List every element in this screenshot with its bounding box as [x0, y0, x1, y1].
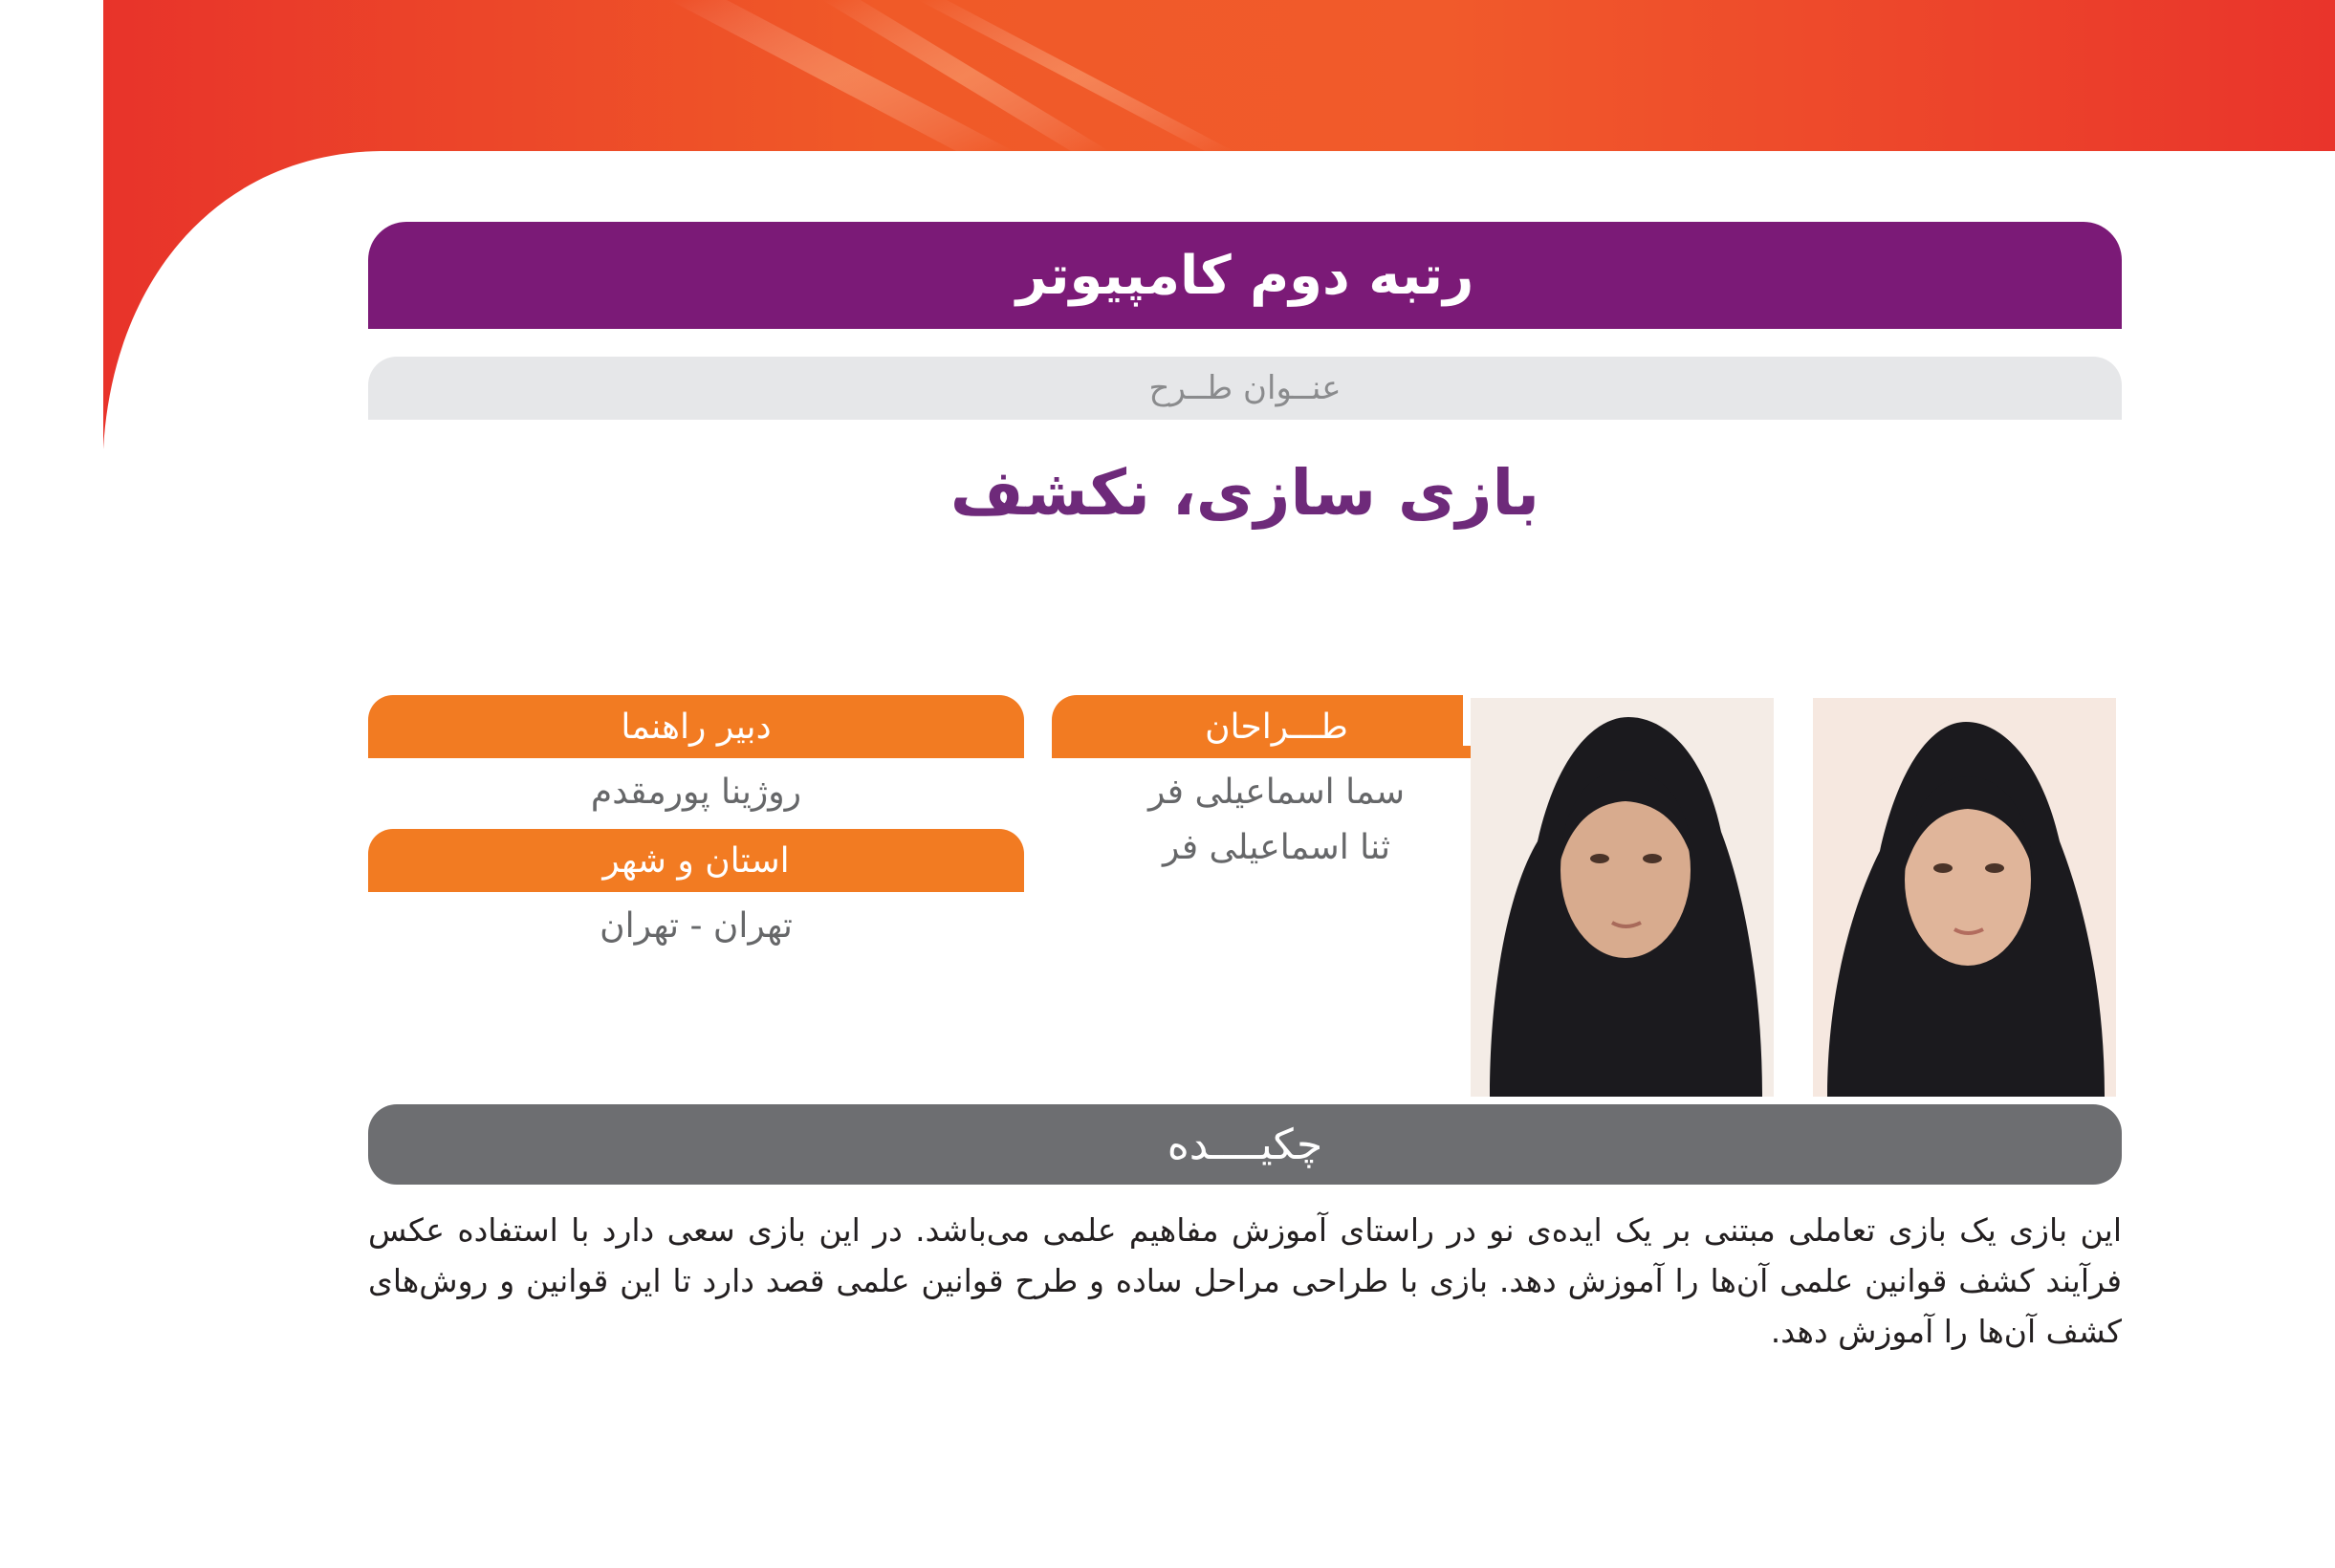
location-label-tag — [368, 829, 1024, 892]
project-title-label: عنــوان طــرح — [1148, 369, 1342, 407]
abstract-label: چکیــــده — [1167, 1120, 1323, 1169]
abstract-label-bar — [368, 1104, 2122, 1185]
designer-name: ثنا اسماعیلی فر — [1162, 828, 1391, 867]
advisor-label-tag — [368, 695, 1024, 758]
student-photo — [1813, 698, 2116, 1097]
rank-header-bar — [368, 222, 2122, 329]
advisor-name: روژینا پورمقدم — [590, 773, 802, 812]
designers-label-tag — [1052, 695, 1501, 758]
location-value: تهران - تهران — [600, 906, 793, 946]
project-title-label-bar — [368, 357, 2122, 420]
designer-name: سما اسماعیلی فر — [1147, 773, 1406, 812]
location-label: استان و شهر — [602, 840, 790, 881]
advisor-label: دبیر راهنما — [621, 707, 772, 747]
abstract-text: این بازی یک بازی تعاملی مبتنی بر یک ایده‌ی نو در راستای آموزش مفاهیم علمی می‌باشد. در این بازی سعی دارد با استفاده عکس فرآیند کشف قوانین علمی آن‌ها را آموزش دهد. بازی با طراحی مراحل ساده و طرح قوانین علمی قصد دارد تا این قوانین و روش‌های کشف آن‌ها را آموزش دهد. — [368, 1211, 2122, 1350]
project-title: بازی سازی، نکشف — [949, 455, 1540, 530]
designers-label: طـــراحان — [1205, 707, 1348, 747]
rank-title: رتبه دوم کامپیوتر — [1015, 244, 1474, 307]
student-photo — [1471, 698, 1774, 1097]
